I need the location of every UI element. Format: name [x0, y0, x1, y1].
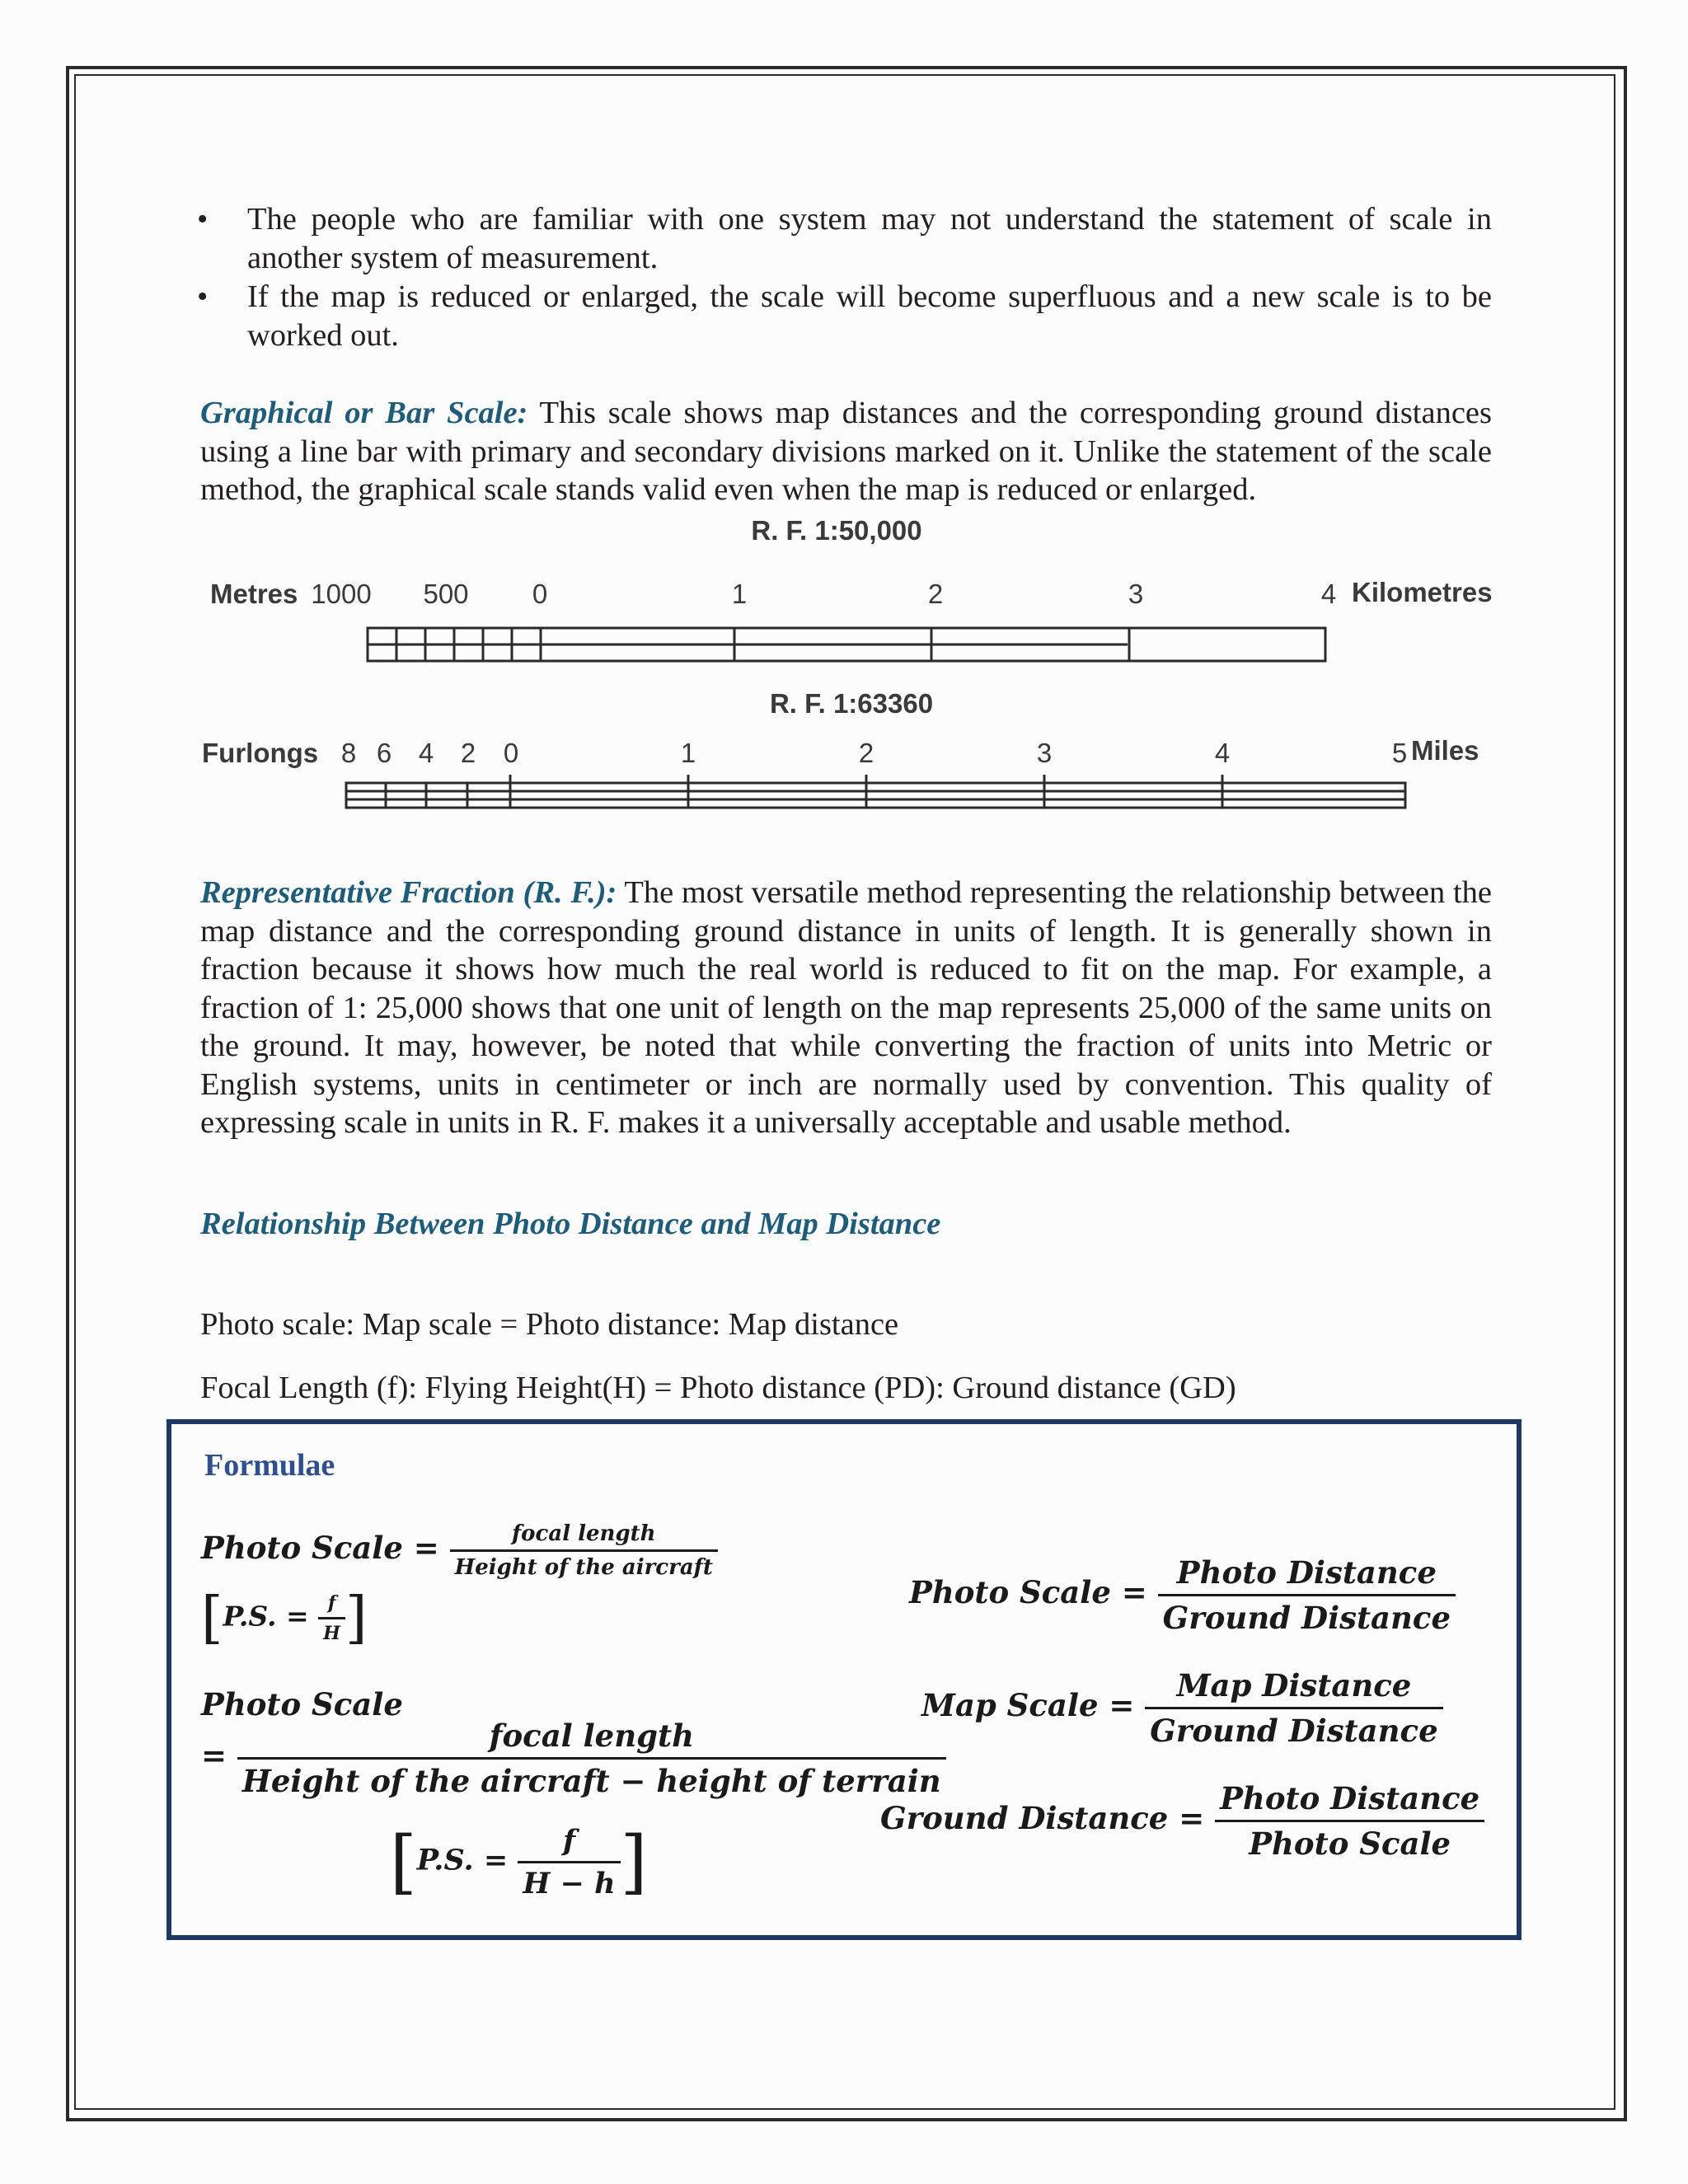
formula-lhs: P.S. = — [223, 1600, 309, 1633]
formula-lhs: Photo Scale = — [909, 1574, 1147, 1610]
formula-numerator: Photo Distance — [1158, 1554, 1456, 1596]
imperial-tick-label: 2 — [460, 738, 476, 768]
bar-scale-paragraph — [200, 394, 1492, 509]
formula-fraction — [1158, 1554, 1456, 1636]
bullet-symbol: • — [197, 202, 209, 237]
rf-text: The most versatile method representing the relationship between the map distance and the corresponding ground distance in units of length. It is generally shown in fraction because it shows how much the real world is reduced to fit on the map. For example, a fraction of 1: 25,000 shows that one unit of length on the map represents 25,000 of the same units on the ground. It may, however, be noted that while converting the fraction of units into Metric or English systems, units in centimeter or inch are normally used by convention. This quality of expressing scale in units in R. F. makes it a universally acceptable and usable method. — [200, 875, 1492, 1140]
imperial-tick-label: 4 — [418, 738, 434, 768]
formula-ps-f-over-h: [P.S. = $\frac{f}{H}$ ] — [201, 1586, 368, 1651]
imperial-right-label: Miles — [1411, 735, 1479, 766]
imperial-tick-labels — [341, 738, 1407, 768]
formula-map-scale — [921, 1667, 1443, 1749]
formula-lhs: Photo Scale = — [201, 1530, 439, 1566]
formula-photo-scale-distance — [909, 1554, 1456, 1636]
formula-numerator: focal length — [237, 1718, 946, 1760]
bullet-item — [197, 278, 1492, 355]
metric-tick-label: 500 — [423, 579, 469, 609]
formula-denominator: Photo Scale — [1249, 1825, 1451, 1862]
formula-fraction — [1145, 1667, 1442, 1749]
imperial-left-label: Furlongs — [202, 738, 319, 768]
formula-fraction — [237, 1718, 946, 1799]
bullet-item — [197, 200, 1492, 278]
imperial-tick-label: 2 — [858, 738, 874, 768]
rf-paragraph — [200, 874, 1492, 1142]
formula-ground-distance — [880, 1780, 1484, 1862]
imperial-tick-label: 6 — [376, 738, 392, 768]
formula-fraction — [518, 1824, 620, 1900]
bullet-symbol: • — [197, 279, 209, 314]
formula-numerator: Photo Distance — [1215, 1780, 1484, 1822]
imperial-bar — [346, 775, 1405, 808]
metric-tick-label: 2 — [927, 579, 944, 609]
imperial-tick-label: 3 — [1036, 738, 1053, 768]
formula-numerator: f — [518, 1824, 620, 1863]
metric-scale-title: R. F. 1:50,000 — [751, 515, 922, 546]
formula-fraction — [1215, 1780, 1484, 1862]
formula-photo-scale-terrain — [201, 1718, 946, 1799]
formula-lhs: P.S. = — [416, 1843, 509, 1877]
metric-tick-label: 3 — [1128, 579, 1144, 609]
formula-photo-scale-focal — [201, 1521, 718, 1580]
formula-ps-f-over-h-minus-h: [P.S. = $\frac{f}{H - h}$ ] — [390, 1821, 648, 1902]
relationship-line-2: Focal Length (f): Flying Height(H) = Photo distance (PD): Ground distance (GD) — [200, 1371, 1236, 1405]
bullet-text: The people who are familiar with one system may not understand the statement of scale in another system of measurement. — [247, 202, 1492, 275]
imperial-tick-label: 4 — [1214, 738, 1231, 768]
formulae-title: Formulae — [204, 1448, 335, 1483]
formula-denominator: Height of the aircraft − height of terrain — [241, 1763, 941, 1799]
formula-fraction — [450, 1521, 718, 1580]
metric-tick-labels — [311, 579, 1336, 609]
formula-denominator: H — [323, 1623, 340, 1644]
formula-lhs: Map Scale = — [921, 1687, 1135, 1723]
metric-right-label: Kilometres — [1352, 577, 1493, 607]
imperial-tick-label: 0 — [503, 738, 519, 768]
bar-scale-text: This scale shows map distances and the corresponding ground distances using a line bar with primary and secondary divisions marked on it. Unlike the statement of the scale method, the graphical scale stands valid even when the map is reduced or enlarged. — [200, 396, 1492, 507]
metric-tick-label: 1000 — [311, 579, 372, 609]
formula-numerator: focal length — [450, 1521, 718, 1552]
imperial-tick-label: 1 — [680, 738, 696, 768]
imperial-scale-title: R. F. 1:63360 — [769, 688, 934, 719]
formula-equals: = — [201, 1737, 227, 1774]
formula-numerator: Map Distance — [1145, 1667, 1442, 1709]
formula-denominator: H − h — [523, 1866, 616, 1900]
rf-heading: Representative Fraction (R. F.): — [200, 875, 617, 910]
formula-denominator: Ground Distance — [1150, 1713, 1438, 1749]
formula-denominator: Ground Distance — [1162, 1600, 1451, 1636]
metric-tick-label: 4 — [1320, 579, 1337, 609]
metric-left-label: Metres — [210, 579, 298, 609]
relationship-line-1: Photo scale: Map scale = Photo distance: Map distance — [200, 1307, 899, 1342]
metric-bar — [368, 628, 1325, 661]
metric-tick-label: 0 — [532, 579, 548, 609]
imperial-tick-label: 8 — [340, 738, 357, 768]
bullet-text: If the map is reduced or enlarged, the scale will become superfluous and a new scale is to be worked out. — [247, 279, 1492, 353]
bar-scale-heading: Graphical or Bar Scale: — [200, 396, 528, 430]
formula-denominator: Height of the aircraft — [454, 1555, 713, 1580]
relationship-heading: Relationship Between Photo Distance and Map Distance — [200, 1207, 941, 1241]
formulae-box — [166, 1419, 1522, 1940]
formula-lhs: Ground Distance = — [880, 1800, 1205, 1836]
bar-scale-figure — [198, 511, 1500, 841]
formula-numerator: f — [318, 1592, 345, 1619]
metric-tick-label: 1 — [731, 579, 748, 609]
formula-photo-scale-terrain-lhs: Photo Scale — [201, 1686, 403, 1722]
imperial-tick-label: 5 — [1391, 738, 1408, 768]
formula-fraction — [318, 1592, 345, 1644]
